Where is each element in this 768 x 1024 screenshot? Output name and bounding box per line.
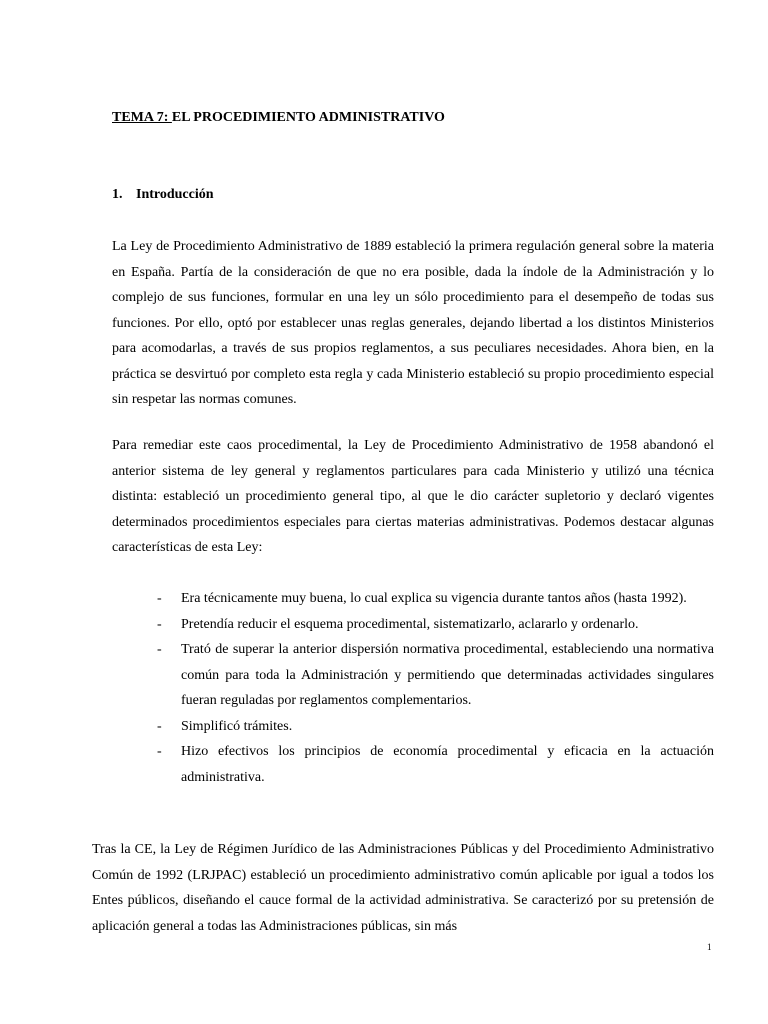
list-dash: - — [157, 718, 162, 734]
document-title — [112, 110, 445, 126]
characteristics-list — [155, 586, 714, 790]
section-number: 1. — [112, 187, 123, 202]
list-item-text: Hizo efectivos los principios de economía procedimental y eficacia en la actuación administrativa. — [181, 744, 714, 785]
title-prefix: TEMA 7: — [112, 110, 172, 125]
list-item — [155, 586, 714, 612]
list-item — [155, 612, 714, 638]
title-main: EL PROCEDIMIENTO ADMINISTRATIVO — [171, 110, 445, 125]
paragraph-2: Para remediar este caos procedimental, la Ley de Procedimiento Administrativo de 1958 abandonó el anterior sistema de ley general y reglamentos particulares para cada Ministerio y utilizó una técnica distinta: estableció un procedimiento general tipo, al que le dio carácter supletorio y declaró vigentes determinados procedimientos especiales para ciertas materias administrativas. Podemos destacar algunas características de esta Ley: — [112, 438, 714, 555]
paragraph-3: Tras la CE, la Ley de Régimen Jurídico de las Administraciones Públicas y del Procedimiento Administrativo Común de 1992 (LRJPAC) estableció un procedimiento administrativo común aplicable por igual a todos los Entes públicos, diseñando el cauce formal de la actividad administrativa. Se caracterizó por su pretensión de aplicación general a todas las Administraciones públicas, sin más — [92, 842, 714, 934]
list-item — [155, 714, 714, 740]
list-item-text: Pretendía reducir el esquema procedimental, sistematizarlo, aclararlo y ordenarlo. — [181, 616, 639, 632]
section-heading — [112, 187, 214, 203]
list-dash: - — [157, 642, 162, 657]
list-dash: - — [157, 616, 162, 632]
list-item — [155, 637, 714, 714]
list-dash: - — [157, 744, 162, 759]
list-item-text: Trató de superar la anterior dispersión normativa procedimental, estableciendo una normativa común para toda la Administración y permitiendo que determinadas actividades singulares fueran reguladas por reglamentos complementarios. — [181, 642, 714, 708]
section-heading-text: Introducción — [136, 187, 214, 202]
list-item — [155, 739, 714, 790]
list-item-text: Era técnicamente muy buena, lo cual explica su vigencia durante tantos años (hasta 1992). — [181, 591, 687, 606]
page-number: 1 — [707, 942, 712, 952]
list-item-text: Simplificó trámites. — [181, 718, 293, 734]
list-dash: - — [157, 591, 162, 606]
paragraph-1: La Ley de Procedimiento Administrativo de 1889 estableció la primera regulación general sobre la materia en España. Partía de la consideración de que no era posible, dada la índole de la Administración y lo complejo de sus funciones, formular en una ley un sólo procedimiento para el desempeño de todas sus funciones. Por ello, optó por establecer unas reglas generales, dejando libertad a los distintos Ministerios para acomodarlas, a través de sus propios reglamentos, a sus peculiares necesidades. Ahora bien, en la práctica se desvirtuó por completo esta regla y cada Ministerio estableció su propio procedimiento especial sin respetar las normas comunes. — [112, 239, 714, 407]
